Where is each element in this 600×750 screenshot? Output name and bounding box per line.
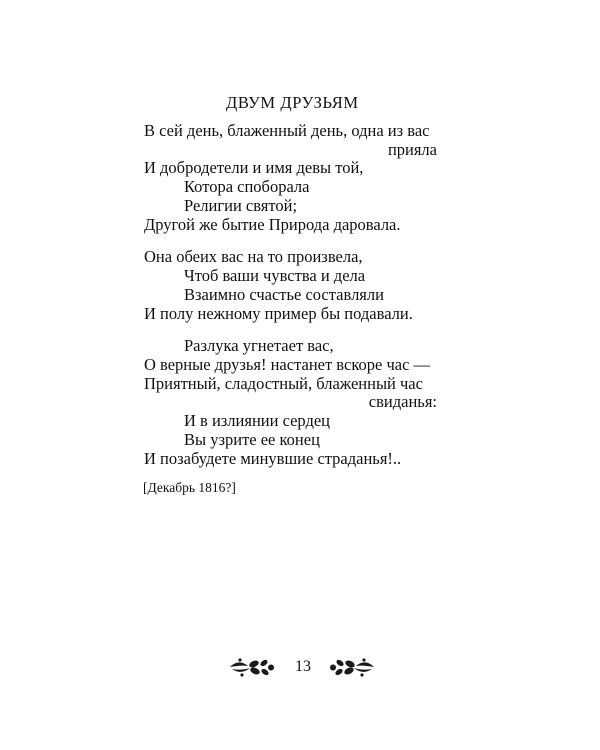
poem-line: Она обеих вас на то произвела, <box>144 247 363 266</box>
date-note: [Декабрь 1816?] <box>143 480 236 495</box>
poem-line: И полу нежному пример бы подавали. <box>144 304 413 323</box>
poem-line: О верные друзья! настанет вскоре час — <box>144 355 431 374</box>
poem-line: свиданья: <box>368 392 437 411</box>
page-number: 13 <box>295 658 311 675</box>
floral-ornament-icon <box>328 657 376 677</box>
poem-line: Разлука угнетает вас, <box>184 336 334 355</box>
poem-line: И в излиянии сердец <box>184 411 331 430</box>
poem-line: И позабудете минувшие страданья!.. <box>144 449 402 468</box>
page-footer <box>228 655 378 679</box>
poem-line: Вы узрите ее конец <box>184 430 320 449</box>
poem-line: Котора споборала <box>184 177 310 196</box>
poem-line: Религии святой; <box>184 196 298 215</box>
poem-line: прияла <box>387 140 437 159</box>
poem-line: Другой же бытие Природа даровала. <box>144 215 401 234</box>
poem-line: И добродетели и имя девы той, <box>144 158 364 177</box>
poem-line: Приятный, сладостный, блаженный час <box>144 374 423 393</box>
poem-line: В сей день, блаженный день, одна из вас <box>144 121 430 140</box>
poem-title: ДВУМ ДРУЗЬЯМ <box>226 93 359 112</box>
poem-line: Чтоб ваши чувства и дела <box>184 266 366 285</box>
poem-line: Взаимно счастье составляли <box>184 285 384 304</box>
floral-ornament-icon <box>228 657 276 677</box>
